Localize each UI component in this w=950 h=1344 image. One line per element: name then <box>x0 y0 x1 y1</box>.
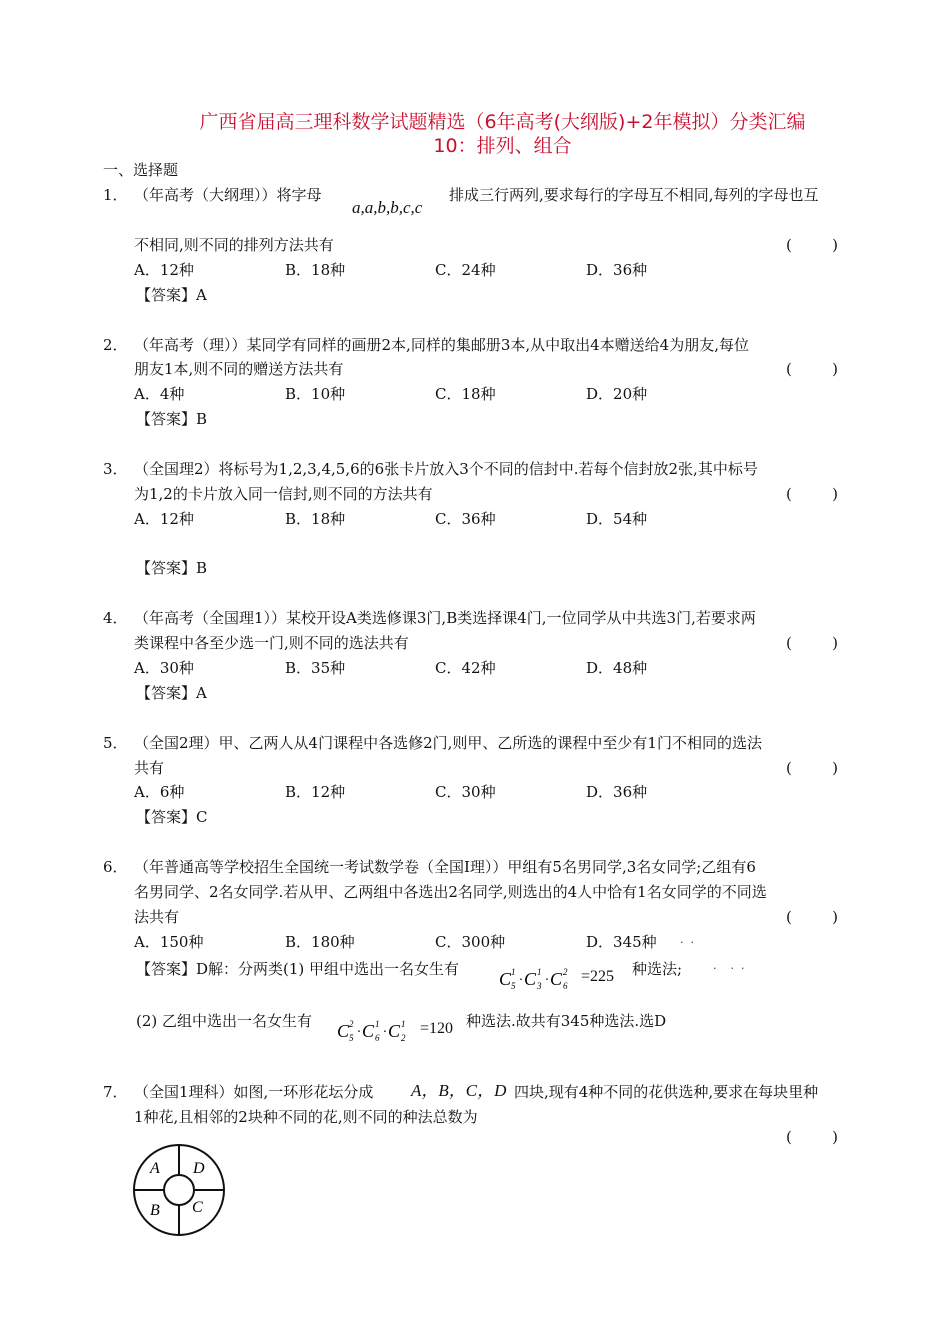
question-3-text-line1: （全国理2）将标号为1,2,3,4,5,6的6张卡片放入3个不同的信封中.若每个信封放2张,其中标号 <box>134 460 758 478</box>
question-2-number: 2． <box>103 336 128 354</box>
svg-text:C: C <box>362 1021 375 1041</box>
question-1-option-b: B．18种 <box>285 261 346 279</box>
svg-text:2: 2 <box>401 1033 406 1043</box>
question-1-text-line1: （年高考（大纲理））将字母 <box>134 186 322 204</box>
question-1-answer: 【答案】A <box>136 286 207 304</box>
svg-text:2: 2 <box>349 1019 354 1029</box>
question-1-option-a: A．12种 <box>134 261 194 279</box>
question-6-option-a: A．150种 <box>134 933 204 951</box>
question-4-answer: 【答案】A <box>136 684 207 702</box>
question-3-option-d: D．54种 <box>586 510 648 528</box>
svg-text:3: 3 <box>537 981 542 991</box>
svg-text:·: · <box>357 1025 361 1040</box>
question-6-answer-line2: (2) 乙组中选出一名女生有 <box>136 1012 313 1030</box>
svg-text:1: 1 <box>401 1019 406 1029</box>
question-7-text-line2: 1种花,且相邻的2块种不同的花,则不同的种法总数为 <box>134 1108 478 1126</box>
question-2-text-line2: 朋友1本,则不同的赠送方法共有 <box>134 360 344 378</box>
question-6-number: 6． <box>103 858 128 876</box>
question-5-answer-blank: ( ) <box>786 759 838 777</box>
question-5-text-line2: 共有 <box>134 759 165 777</box>
svg-text:C: C <box>499 969 512 989</box>
question-5-text-line1: （全国2理）甲、乙两人从4门课程中各选修2门,则甲、乙所选的课程中至少有1门不相同的选法 <box>134 734 762 752</box>
svg-text:6: 6 <box>375 1033 380 1043</box>
question-1-text-line1b: 排成三行两列,要求每行的字母互不相同,每列的字母也互 <box>449 186 819 204</box>
question-2-answer: 【答案】B <box>136 410 208 428</box>
question-4-option-a: A．30种 <box>134 659 194 677</box>
question-5-option-c: C．30种 <box>435 783 496 801</box>
svg-text:5: 5 <box>349 1033 354 1043</box>
question-3-option-c: C．36种 <box>435 510 496 528</box>
svg-text:C: C <box>550 969 563 989</box>
svg-text:5: 5 <box>511 981 516 991</box>
question-3-number: 3． <box>103 460 128 478</box>
question-4-option-b: B．35种 <box>285 659 346 677</box>
question-6-answer-line1-suffix: 种选法; <box>632 960 683 978</box>
question-6-answer-line1: 【答案】D解：分两类(1) 甲组中选出一名女生有 <box>136 960 460 978</box>
question-1-option-c: C．24种 <box>435 261 496 279</box>
question-6-text-line3: 法共有 <box>134 908 180 926</box>
question-7-text-line1-suffix: 四块,现有4种不同的花供选种,要求在每块里种 <box>514 1083 819 1101</box>
question-1-text-line2: 不相同,则不同的排列方法共有 <box>134 236 334 254</box>
ring-label-a: A <box>150 1160 160 1177</box>
svg-text:6: 6 <box>563 981 568 991</box>
question-6-result-1: =225 <box>581 968 615 985</box>
question-4-text-line1: （年高考（全国理1））某校开设A类选修课3门,B类选择课4门,一位同学从中共选3门,若要求两 <box>134 609 756 627</box>
question-6-stray-marks: · · <box>680 936 694 949</box>
svg-text:·: · <box>545 973 549 988</box>
document-title-line2: 10：排列、组合 <box>433 135 572 157</box>
ring-label-b: B <box>150 1202 160 1219</box>
question-1-math-letters: a,a,b,b,c,c <box>352 198 423 217</box>
question-7-region-letters: A，B，C，D <box>411 1081 507 1100</box>
question-3-answer: 【答案】B <box>136 559 208 577</box>
question-4-number: 4． <box>103 609 128 627</box>
question-5-answer: 【答案】C <box>136 808 208 826</box>
svg-text:·: · <box>383 1025 387 1040</box>
question-3-option-a: A．12种 <box>134 510 194 528</box>
question-2-text-line1: （年高考（理））某同学有同样的画册2本,同样的集邮册3本,从中取出4本赠送给4为朋友,每位 <box>134 336 749 354</box>
question-2-option-d: D．20种 <box>586 385 648 403</box>
question-6-answer-blank: ( ) <box>786 908 838 926</box>
question-6-result-2: =120 <box>420 1020 454 1037</box>
svg-text:C: C <box>337 1021 350 1041</box>
question-2-option-c: C．18种 <box>435 385 496 403</box>
question-5-option-b: B．12种 <box>285 783 346 801</box>
question-3-text-line2: 为1,2的卡片放入同一信封,则不同的方法共有 <box>134 485 433 503</box>
question-6-option-d: D．345种 <box>586 933 657 951</box>
question-7-text-line1-prefix: （全国1理科）如图,一环形花坛分成 <box>134 1083 374 1101</box>
svg-text:1: 1 <box>537 967 542 977</box>
document-title-line1: 广西省届高三理科数学试题精选（6年高考(大纲版)+2年模拟）分类汇编 <box>199 111 806 133</box>
question-7-answer-blank: ( ) <box>786 1128 838 1146</box>
svg-text:1: 1 <box>511 967 516 977</box>
question-1-answer-blank: ( ) <box>786 236 838 254</box>
question-4-text-line2: 类课程中各至少选一门,则不同的选法共有 <box>134 634 409 652</box>
question-6-text-line1: （年普通高等学校招生全国统一考试数学卷（全国Ⅰ理））甲组有5名男同学,3名女同学;乙组有6 <box>134 858 756 876</box>
question-4-option-d: D．48种 <box>586 659 648 677</box>
question-1-option-d: D．36种 <box>586 261 648 279</box>
question-5-option-a: A．6种 <box>134 783 185 801</box>
question-7-ring-figure <box>131 1142 227 1242</box>
svg-text:C: C <box>524 969 537 989</box>
svg-text:·: · <box>519 973 523 988</box>
question-5-option-d: D．36种 <box>586 783 648 801</box>
ring-label-d: D <box>193 1160 205 1177</box>
question-6-answer-line2-suffix: 种选法.故共有345种选法.选D <box>466 1012 667 1030</box>
question-5-number: 5． <box>103 734 128 752</box>
question-6-stray-marks-2: · · · <box>713 962 745 975</box>
question-3-option-b: B．18种 <box>285 510 346 528</box>
svg-text:2: 2 <box>563 967 568 977</box>
question-2-option-b: B．10种 <box>285 385 346 403</box>
question-6-option-c: C．300种 <box>435 933 506 951</box>
question-6-combination-expression-2 <box>335 1015 425 1051</box>
question-7-number: 7． <box>103 1083 128 1101</box>
question-3-answer-blank: ( ) <box>786 485 838 503</box>
question-1-number: 1． <box>103 186 128 204</box>
question-2-answer-blank: ( ) <box>786 360 838 378</box>
svg-text:1: 1 <box>375 1019 380 1029</box>
section-heading: 一、选择题 <box>103 161 179 179</box>
ring-label-c: C <box>192 1199 203 1216</box>
question-6-text-line2: 名男同学、2名女同学.若从甲、乙两组中各选出2名同学,则选出的4人中恰有1名女同学的不同选 <box>134 883 767 901</box>
question-4-option-c: C．42种 <box>435 659 496 677</box>
svg-text:C: C <box>388 1021 401 1041</box>
question-6-option-b: B．180种 <box>285 933 355 951</box>
question-2-option-a: A．4种 <box>134 385 185 403</box>
question-4-answer-blank: ( ) <box>786 634 838 652</box>
